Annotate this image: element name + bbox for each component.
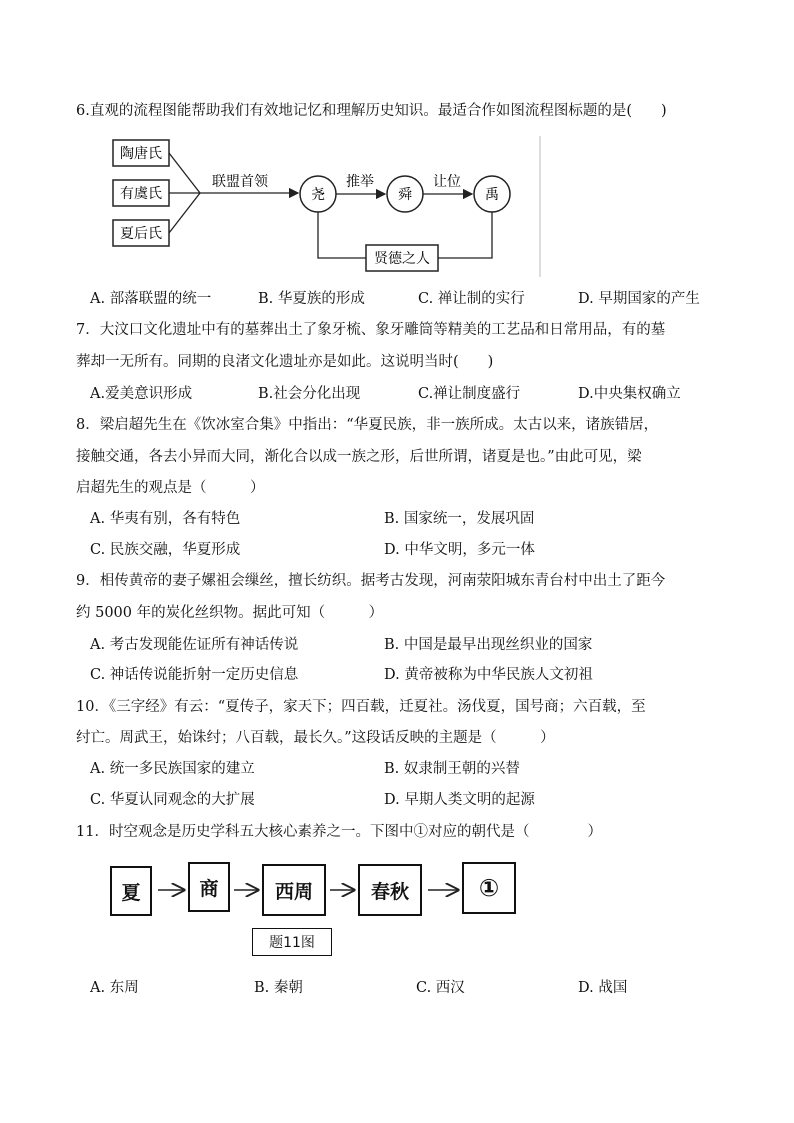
q6-option-b[interactable]: B. 华夏族的形成 [258, 291, 365, 307]
q6-option-c[interactable]: C. 禅让制的实行 [418, 291, 525, 307]
node-yao-label: 尧 [311, 187, 325, 203]
q9-option-a[interactable]: A. 考古发现能佐证所有神话传说 [90, 637, 299, 653]
q8-option-d[interactable]: D. 中华文明，多元一体 [384, 542, 535, 558]
timeline-box-unknown: ① [462, 862, 516, 914]
q6-stem: 6.直观的流程图能帮助我们有效地记忆和理解历史知识。最适合作如图流程图标题的是( ) [76, 103, 667, 119]
merge-label: 联盟首领 [212, 174, 268, 190]
q10-stem-line2: 纣亡。周武王，始诛纣；八百载，最长久。”这段话反映的主题是（ ） [76, 730, 555, 746]
q8-stem-line1: 8．梁启超先生在《饮冰室合集》中指出：“华夏民族，非一族所成。太古以来，诸族错居， [76, 417, 659, 433]
bottom-label: 贤德之人 [374, 251, 430, 267]
tribe-label-1: 陶唐氏 [120, 146, 162, 162]
q11-stem: 11．时空观念是历史学科五大核心素养之一。下图中①对应的朝代是（ ） [76, 824, 602, 840]
q10-option-a[interactable]: A. 统一多民族国家的建立 [90, 761, 255, 777]
timeline-box-chunqiu: 春秋 [358, 864, 422, 916]
q10-stem-line1: 10．《三字经》有云：“夏传子，家天下；四百载，迁夏社。汤伐夏，国号商；六百载，至 [76, 699, 646, 715]
q7-stem-line1: 7．大汶口文化遗址中有的墓葬出土了象牙梳、象牙雕筒等精美的工艺品和日常用品，有的墓 [76, 322, 666, 338]
q10-option-b[interactable]: B. 奴隶制王朝的兴替 [384, 761, 520, 777]
q11-option-d[interactable]: D. 战国 [578, 980, 628, 996]
node-shun-label: 舜 [398, 187, 412, 203]
tribe-label-3: 夏后氏 [120, 226, 162, 242]
timeline-box-xizhou: 西周 [262, 864, 326, 916]
q6-option-a[interactable]: A. 部落联盟的统一 [90, 291, 212, 307]
q10-option-d[interactable]: D. 早期人类文明的起源 [384, 792, 535, 808]
tribe-label-2: 有虞氏 [120, 186, 162, 202]
q9-option-c[interactable]: C. 神话传说能折射一定历史信息 [90, 667, 299, 683]
q11-option-a[interactable]: A. 东周 [90, 980, 139, 996]
q7-stem-line2: 葬却一无所有。同期的良渚文化遗址亦是如此。这说明当时( ) [76, 354, 494, 370]
q6-flow-diagram [108, 132, 548, 282]
timeline-box-shang: 商 [188, 862, 230, 912]
timeline-arrows [150, 876, 610, 906]
q8-stem-line2: 接触交通，各去小异而大同，渐化合以成一族之形，后世所谓，诸夏是也。”由此可见，梁 [76, 449, 642, 465]
arrow1-label: 推举 [346, 174, 374, 190]
q8-stem-line3: 启超先生的观点是（ ） [76, 480, 265, 496]
node-yu-label: 禹 [485, 187, 499, 203]
q7-option-d[interactable]: D.中央集权确立 [578, 386, 681, 402]
q7-option-c[interactable]: C.禅让制度盛行 [418, 386, 521, 402]
q11-caption: 题11图 [252, 928, 332, 956]
q9-option-d[interactable]: D. 黄帝被称为中华民族人文初祖 [384, 667, 593, 683]
q8-option-a[interactable]: A. 华夷有别，各有特色 [90, 511, 241, 527]
q11-option-c[interactable]: C. 西汉 [416, 980, 465, 996]
q9-stem-line1: 9．相传黄帝的妻子嫘祖会缫丝，擅长纺织。据考古发现，河南荥阳城东青台村中出土了距今 [76, 573, 666, 589]
q8-option-b[interactable]: B. 国家统一，发展巩固 [384, 511, 535, 527]
q7-option-b[interactable]: B.社会分化出现 [258, 386, 361, 402]
arrow2-label: 让位 [433, 174, 461, 190]
q11-option-b[interactable]: B. 秦朝 [254, 980, 303, 996]
q6-option-d[interactable]: D. 早期国家的产生 [578, 291, 700, 307]
q9-option-b[interactable]: B. 中国是最早出现丝织业的国家 [384, 637, 593, 653]
q10-option-c[interactable]: C. 华夏认同观念的大扩展 [90, 792, 255, 808]
timeline-box-xia: 夏 [110, 866, 152, 916]
q8-option-c[interactable]: C. 民族交融，华夏形成 [90, 542, 241, 558]
q7-option-a[interactable]: A.爱美意识形成 [90, 386, 193, 402]
q9-stem-line2: 约 5000 年的炭化丝织物。据此可知（ ） [76, 605, 384, 621]
